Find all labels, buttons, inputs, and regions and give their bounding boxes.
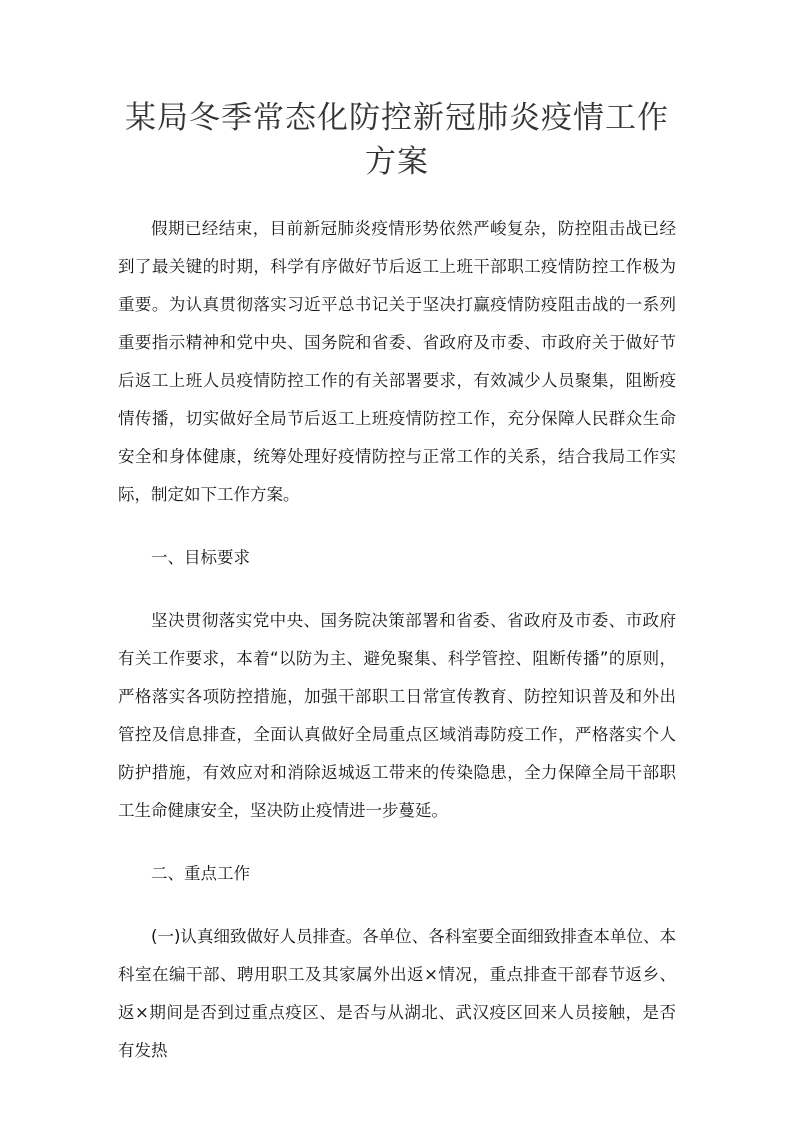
goals-paragraph: 坚决贯彻落实党中央、国务院决策部署和省委、省政府及市委、市政府有关工作要求，本着“以防为主、避免聚集、科学管控、阻断传播”的原则，严格落实各项防控措施，加强干部职工日常宣传教育、防控知识普及和外出管控及信息排查，全面认真做好全局重点区域消毒防疫工作，严格落实个人防护措施，有效应对和消除返城返工带来的传染隐患，全力保障全局干部职工生命健康安全，坚决防止疫情进一步蔓延。 xyxy=(118,611,676,820)
paragraph-gap xyxy=(118,830,676,855)
document-body xyxy=(118,210,676,1070)
section-heading-key-work: 二、重点工作 xyxy=(151,864,250,883)
paragraph-gap xyxy=(118,577,676,602)
paragraph-gap xyxy=(118,893,676,918)
intro-paragraph: 假期已经结束，目前新冠肺炎疫情形势依然严峻复杂，防控阻击战已经到了最关键的时期，科学有序做好节后返工上班干部职工疫情防控工作极为重要。为认真贯彻落实习近平总书记关于坚决打赢疫情防疫阻击战的一系列重要指示精神和党中央、国务院和省委、省政府及市委、市政府关于做好节后返工上班人员疫情防控工作的有关部署要求，有效减少人员聚集，阻断疫情传播，切实做好全局节后返工上班疫情防控工作，充分保障人民群众生命安全和身体健康，统筹处理好疫情防控与正常工作的关系，结合我局工作实际，制定如下工作方案。 xyxy=(118,219,676,504)
key-work-item-1: (一)认真细致做好人员排查。各单位、各科室要全面细致排查本单位、本科室在编干部、聘用职工及其家属外出返×情况，重点排查干部春节返乡、返×期间是否到过重点疫区、是否与从湖北、武汉疫区回来人员接触，是否有发热 xyxy=(118,927,676,1060)
document-title: 某局冬季常态化防控新冠肺炎疫情工作方案 xyxy=(125,100,669,180)
section-heading-goals: 一、目标要求 xyxy=(151,548,250,567)
paragraph-gap xyxy=(118,514,676,539)
